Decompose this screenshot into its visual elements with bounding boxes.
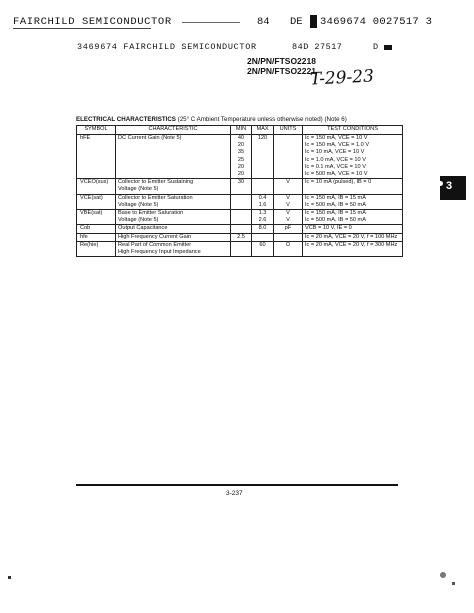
scan-speck (440, 572, 446, 578)
row-units (274, 225, 303, 233)
row-min-line: 30 (237, 179, 245, 186)
row-conditions-line: Ic = 10 mA (pulsed), IB = 0 (305, 179, 372, 186)
header-min: MIN (231, 126, 252, 135)
row-min-line: 25 (237, 156, 245, 163)
row-max-line: 120 (257, 135, 268, 141)
header-doc-code: 3469674 0027517 3 (320, 16, 433, 28)
subline-d: D (373, 42, 379, 52)
row-characteristic-line: DC Current Gain (Note 5) (118, 135, 182, 141)
row-conditions-line: Ic = 500 mA, IB = 50 mA (305, 201, 366, 208)
header-underline (13, 28, 151, 29)
row-max (252, 210, 274, 225)
row-conditions-line: Ic = 150 mA, VCE = 10 V (305, 135, 368, 141)
row-units-line: V (286, 217, 290, 224)
row-characteristic-line: Voltage (Note 5) (118, 217, 159, 224)
row-units (274, 194, 303, 209)
section-tab-marker (440, 176, 466, 200)
row-characteristic (116, 225, 231, 233)
row-min-line: 2.5 (237, 233, 245, 240)
row-symbol: VCEO(sus) (77, 179, 116, 194)
row-characteristic-line: Collector to Emitter Sustaining (118, 179, 194, 186)
section-tab-number: 3 (446, 180, 453, 192)
row-symbol: hFE (77, 135, 116, 179)
footer-rule (76, 484, 398, 486)
scan-speck (452, 582, 455, 585)
header-de: DE (290, 16, 303, 28)
row-units-line: V (286, 201, 290, 208)
table-row (77, 179, 403, 194)
row-conditions-line: Ic = 20 mA, VCE = 20 V, f = 300 MHz (305, 241, 398, 248)
part-number-2: 2N/PN/FTSO2221 (247, 66, 316, 76)
row-min-line: 40 (237, 135, 245, 141)
row-max-line: 1.3 (258, 210, 267, 217)
row-max-line: 2.6 (258, 217, 267, 224)
header-block-mark (310, 15, 317, 28)
row-max (252, 241, 274, 256)
subline-mark (384, 45, 392, 50)
row-conditions (303, 210, 403, 225)
row-max-line: 0.4 (258, 194, 267, 201)
row-conditions-line: Ic = 150 mA, IB = 15 mA (305, 194, 366, 201)
row-units-line: V (286, 194, 290, 201)
row-min-line: 35 (237, 149, 245, 156)
row-conditions-line: Ic = 10 mA, VCE = 10 V (305, 149, 365, 156)
section-title-rest: (25° C Ambient Temperature unless otherwise noted) (Note 6) (175, 116, 347, 123)
table-row (77, 225, 403, 233)
row-units (274, 241, 303, 256)
row-max (252, 225, 274, 233)
row-max (252, 135, 274, 179)
company-name: FAIRCHILD SEMICONDUCTOR (13, 16, 172, 28)
table-row (77, 210, 403, 225)
handwritten-note: T-29-23 (309, 66, 375, 90)
row-conditions-line: Ic = 20 mA, VCE = 20 V, f = 100 MHz (305, 233, 398, 240)
row-symbol: VCE(sat) (77, 194, 116, 209)
scan-speck (8, 576, 11, 579)
table-header-row (77, 126, 403, 135)
row-conditions-line: Ic = 150 mA, VCE = 1.0 V (305, 142, 370, 149)
row-characteristic-line: Voltage (Note 5) (118, 186, 159, 193)
subline-right: 84D 27517 (292, 42, 343, 52)
row-symbol: Cob (77, 225, 116, 233)
row-characteristic-line: Output Capacitance (118, 225, 168, 232)
row-conditions (303, 135, 403, 179)
row-min-line: 20 (237, 163, 245, 170)
row-min (231, 210, 252, 225)
row-min-line: 20 (237, 171, 245, 178)
row-min (231, 225, 252, 233)
row-units-line: V (286, 179, 290, 186)
row-characteristic-line: High Frequency Current Gain (118, 233, 192, 240)
header-max: MAX (252, 126, 274, 135)
row-max-line: 8.0 (258, 225, 267, 232)
row-min-line: 20 (237, 142, 245, 149)
row-characteristic (116, 135, 231, 179)
row-characteristic (116, 210, 231, 225)
row-min (231, 135, 252, 179)
row-units (274, 179, 303, 194)
row-conditions (303, 233, 403, 241)
row-characteristic-line: Real Part of Common Emitter (118, 241, 192, 248)
row-conditions (303, 225, 403, 233)
row-conditions-line: VCB = 10 V, IE = 0 (305, 225, 352, 232)
header-units: UNITS (274, 126, 303, 135)
row-conditions (303, 194, 403, 209)
section-title-bold: ELECTRICAL CHARACTERISTICS (76, 116, 176, 123)
row-conditions-line: Ic = 150 mA, IB = 15 mA (305, 210, 366, 217)
row-units-line: V (286, 210, 290, 217)
row-min (231, 194, 252, 209)
row-characteristic (116, 194, 231, 209)
row-characteristic-line: Collector to Emitter Saturation (118, 194, 193, 201)
row-max-line: 60 (259, 241, 266, 248)
characteristics-table (76, 125, 403, 257)
header-symbol: SYMBOL (77, 126, 116, 135)
row-conditions (303, 179, 403, 194)
header-84: 84 (257, 16, 270, 28)
row-symbol: VBE(sat) (77, 210, 116, 225)
row-conditions-line: Ic = 500 mA, VCE = 10 V (305, 171, 368, 178)
row-symbol: Re(hie) (77, 241, 116, 256)
row-min (231, 241, 252, 256)
part-number-1: 2N/PN/FTSO2218 (247, 56, 316, 66)
row-max (252, 194, 274, 209)
row-units (274, 233, 303, 241)
tab-dot (438, 181, 443, 186)
row-units (274, 135, 303, 179)
row-units (274, 210, 303, 225)
subline-left: 3469674 FAIRCHILD SEMICONDUCTOR (77, 42, 257, 52)
row-max-line: 1.6 (258, 201, 267, 208)
header-characteristic: CHARACTERISTIC (116, 126, 231, 135)
table-row (77, 241, 403, 256)
header-test-conditions: TEST CONDITIONS (303, 126, 403, 135)
row-conditions-line: Ic = 0.1 mA, VCE = 10 V (305, 163, 366, 170)
row-min (231, 179, 252, 194)
row-units-line: Ω (285, 241, 291, 248)
row-characteristic (116, 233, 231, 241)
section-title (76, 116, 347, 123)
page-number: 3-237 (226, 490, 243, 497)
header-dash (182, 22, 240, 23)
row-characteristic (116, 179, 231, 194)
row-conditions (303, 241, 403, 256)
row-symbol: hfe (77, 233, 116, 241)
row-max (252, 179, 274, 194)
row-characteristic-line: Voltage (Note 5) (118, 201, 159, 208)
row-units-line: pF (284, 225, 292, 232)
table-row (77, 233, 403, 241)
row-conditions-line: Ic = 1.0 mA, VCE = 10 V (305, 156, 366, 163)
table-row (77, 194, 403, 209)
row-min (231, 233, 252, 241)
table-row (77, 135, 403, 179)
row-characteristic-line: High Frequency Input Impedance (118, 249, 201, 256)
row-characteristic (116, 241, 231, 256)
row-characteristic-line: Base to Emitter Saturation (118, 210, 184, 217)
row-conditions-line: Ic = 500 mA, IB = 50 mA (305, 217, 366, 224)
row-max (252, 233, 274, 241)
